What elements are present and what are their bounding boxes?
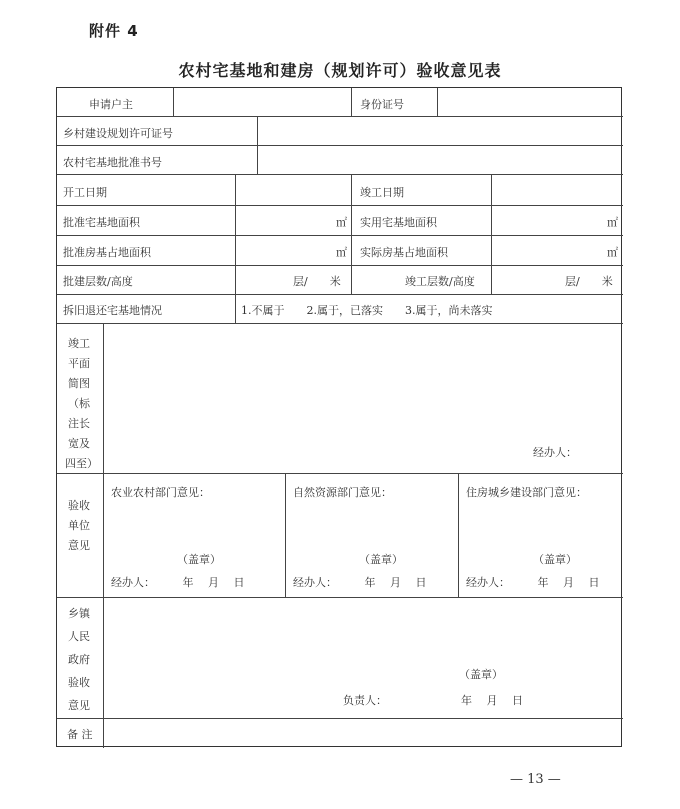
unit-m2: ㎡ (336, 246, 347, 259)
acceptance-form (56, 87, 622, 747)
row-divider (57, 116, 623, 117)
resources-seal: （盖章） (359, 553, 403, 566)
township-date: 年 月 日 (461, 694, 523, 707)
col-divider (103, 323, 104, 748)
demolition-options: 1.不属于 2.属于，已落实 3.属于，尚未落实 (241, 304, 493, 317)
floors-unit: 层/ 米 (293, 275, 341, 288)
agriculture-handler-date: 经办人： 年 月 日 (111, 576, 245, 589)
form-title: 农村宅基地和建房（规划许可）验收意见表 (178, 61, 502, 80)
approved-area-label: 批准宅基地面积 (63, 216, 140, 229)
row-divider (57, 235, 623, 236)
actual-area-label: 实用宅基地面积 (360, 216, 437, 229)
col-divider (458, 473, 459, 597)
sketch-label: 竣工 平面 简图 （标 注长 宽及 四至） (65, 337, 98, 470)
unit-m2: ㎡ (336, 216, 347, 229)
resources-handler-date: 经办人： 年 月 日 (293, 576, 427, 589)
id-number-label: 身份证号 (360, 98, 404, 111)
units-label: 验收 单位 意见 (68, 499, 90, 552)
demolition-label: 拆旧退还宅基地情况 (63, 304, 162, 317)
unit-m2: ㎡ (607, 246, 618, 259)
housing-seal: （盖章） (533, 553, 577, 566)
approved-floors-label: 批建层数/高度 (63, 275, 133, 288)
remarks-label: 备 注 (67, 728, 93, 741)
page-number: — 13 — (510, 772, 561, 787)
col-divider (351, 88, 352, 116)
start-date-label: 开工日期 (63, 186, 107, 199)
township-label: 乡镇 人民 政府 验收 意见 (68, 607, 90, 712)
row-divider (57, 174, 623, 175)
col-divider (235, 174, 236, 323)
housing-opinion: 住房城乡建设部门意见： (466, 486, 587, 499)
col-divider (437, 88, 438, 116)
approval-number-label: 农村宅基地批准书号 (63, 156, 162, 169)
row-divider (57, 323, 623, 324)
completed-floors-label: 竣工层数/高度 (405, 275, 475, 288)
row-divider (57, 718, 623, 719)
col-divider (257, 116, 258, 174)
completion-date-label: 竣工日期 (360, 186, 404, 199)
row-divider (57, 205, 623, 206)
resources-opinion: 自然资源部门意见： (293, 486, 392, 499)
col-divider (285, 473, 286, 597)
col-divider (351, 174, 352, 294)
row-divider (57, 473, 623, 474)
row-divider (57, 294, 623, 295)
attachment-label: 附件 4 (89, 22, 139, 40)
actual-footprint-label: 实际房基占地面积 (360, 246, 448, 259)
township-seal: （盖章） (459, 668, 503, 681)
row-divider (57, 145, 623, 146)
permit-number-label: 乡村建设规划许可证号 (63, 127, 173, 140)
applicant-label: 申请户主 (89, 98, 133, 111)
row-divider (57, 265, 623, 266)
floors-unit: 层/ 米 (565, 275, 613, 288)
approved-footprint-label: 批准房基占地面积 (63, 246, 151, 259)
township-responsible: 负责人： (343, 694, 387, 707)
agriculture-seal: （盖章） (177, 553, 221, 566)
row-divider (57, 597, 623, 598)
housing-handler-date: 经办人： 年 月 日 (466, 576, 600, 589)
col-divider (173, 88, 174, 116)
agriculture-opinion: 农业农村部门意见： (111, 486, 210, 499)
sketch-handler: 经办人： (533, 446, 577, 459)
col-divider (491, 174, 492, 294)
unit-m2: ㎡ (607, 216, 618, 229)
